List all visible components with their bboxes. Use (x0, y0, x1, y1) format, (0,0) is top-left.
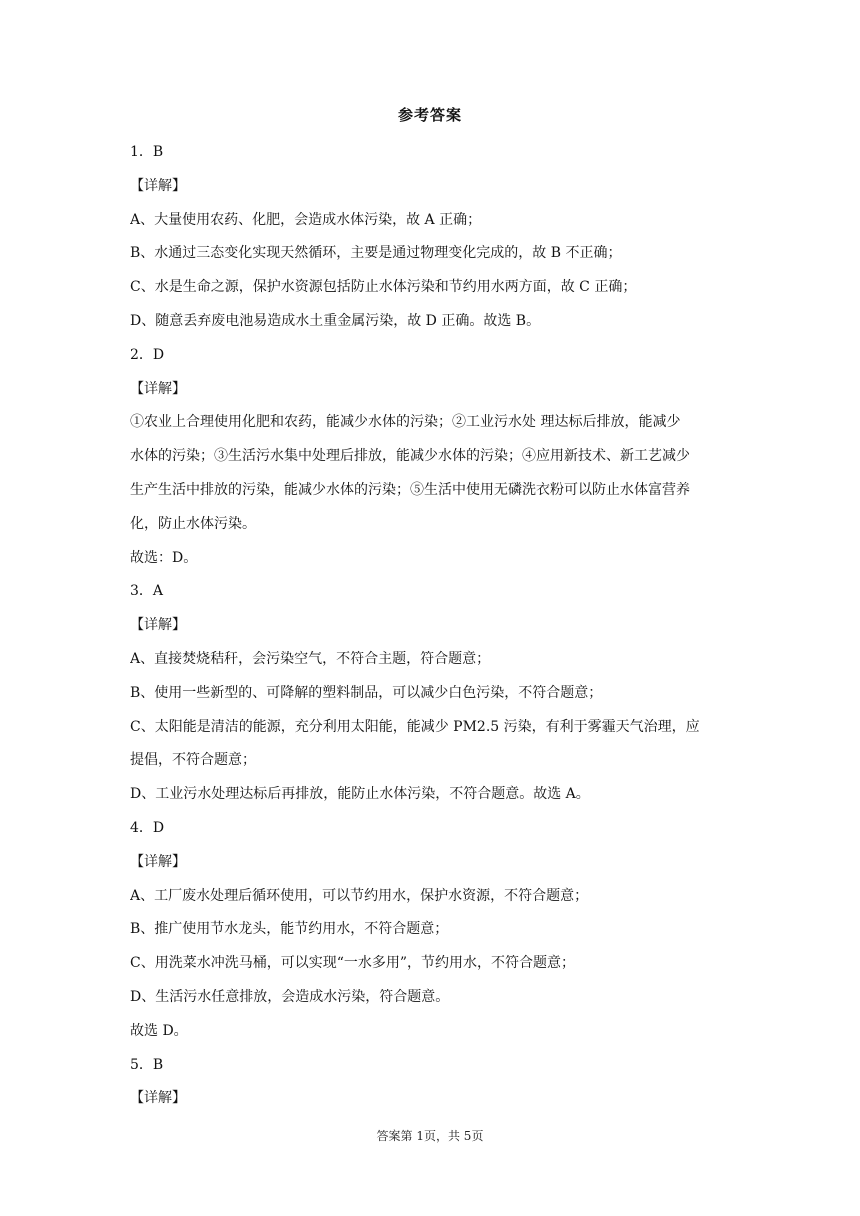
text-line: 水体的污染；③生活污水集中处理后排放，能减少水体的污染；④应用新技术、新工艺减少 (130, 448, 690, 465)
answer-content (130, 136, 740, 1116)
text-line: D、工业污水处理达标后再排放，能防止水体污染，不符合题意。故选 A。 (130, 786, 590, 803)
text-line: 【详解】 (130, 177, 186, 194)
page-title: 参考答案 (397, 106, 462, 124)
text-line: C、太阳能是清洁的能源，充分利用太阳能，能减少 PM2.5 污染，有利于雾霾天气治理，应 (130, 718, 700, 735)
text-line: 【详解】 (130, 380, 186, 397)
text-line: A、大量使用农药、化肥，会造成水体污染，故 A 正确； (130, 211, 482, 228)
text-line: 故选：D。 (130, 549, 198, 566)
text-line: B、使用一些新型的、可降解的塑料制品，可以减少白色污染，不符合题意； (130, 684, 603, 701)
text-line: 化，防止水体污染。 (130, 515, 256, 532)
text-line: 【详解】 (130, 853, 186, 870)
text-line: 4．D (130, 819, 165, 836)
text-line: D、生活污水任意排放，会造成水污染，符合题意。 (130, 988, 450, 1005)
text-line: A、工厂废水处理后循环使用，可以节约用水，保护水资源，不符合题意； (130, 887, 589, 904)
text-line: 【详解】 (130, 617, 186, 634)
text-line: 生产生活中排放的污染，能减少水体的污染；⑤生活中使用无磷洗衣粉可以防止水体富营养 (130, 481, 690, 498)
text-line: 【详解】 (130, 1090, 186, 1107)
text-line: A、直接焚烧秸秆，会污染空气，不符合主题，符合题意； (130, 650, 491, 667)
page-footer: 答案第 1页，共 5页 (376, 1129, 484, 1143)
text-line: B、推广使用节水龙头，能节约用水，不符合题意； (130, 921, 449, 938)
text-line: 故选 D。 (130, 1022, 188, 1039)
text-line: C、用洗菜水冲洗马桶，可以实现“一水多用”，节约用水，不符合题意； (130, 955, 576, 972)
text-line: D、随意丢弃废电池易造成水土重金属污染，故 D 正确。故选 B。 (130, 312, 541, 329)
text-line: ①农业上合理使用化肥和农药，能减少水体的污染；②工业污水处 理达标后排放，能减少 (130, 414, 681, 431)
text-line: 5．B (130, 1056, 164, 1073)
text-line: B、水通过三态变化实现天然循环，主要是通过物理变化完成的，故 B 不正确； (130, 245, 622, 262)
text-line: 提倡，不符合题意； (130, 752, 256, 769)
text-line: 2．D (130, 346, 165, 363)
text-line: C、水是生命之源，保护水资源包括防止水体污染和节约用水两方面，故 C 正确； (130, 279, 637, 296)
text-line: 1．B (130, 144, 164, 160)
text-line: 3．A (130, 583, 164, 600)
